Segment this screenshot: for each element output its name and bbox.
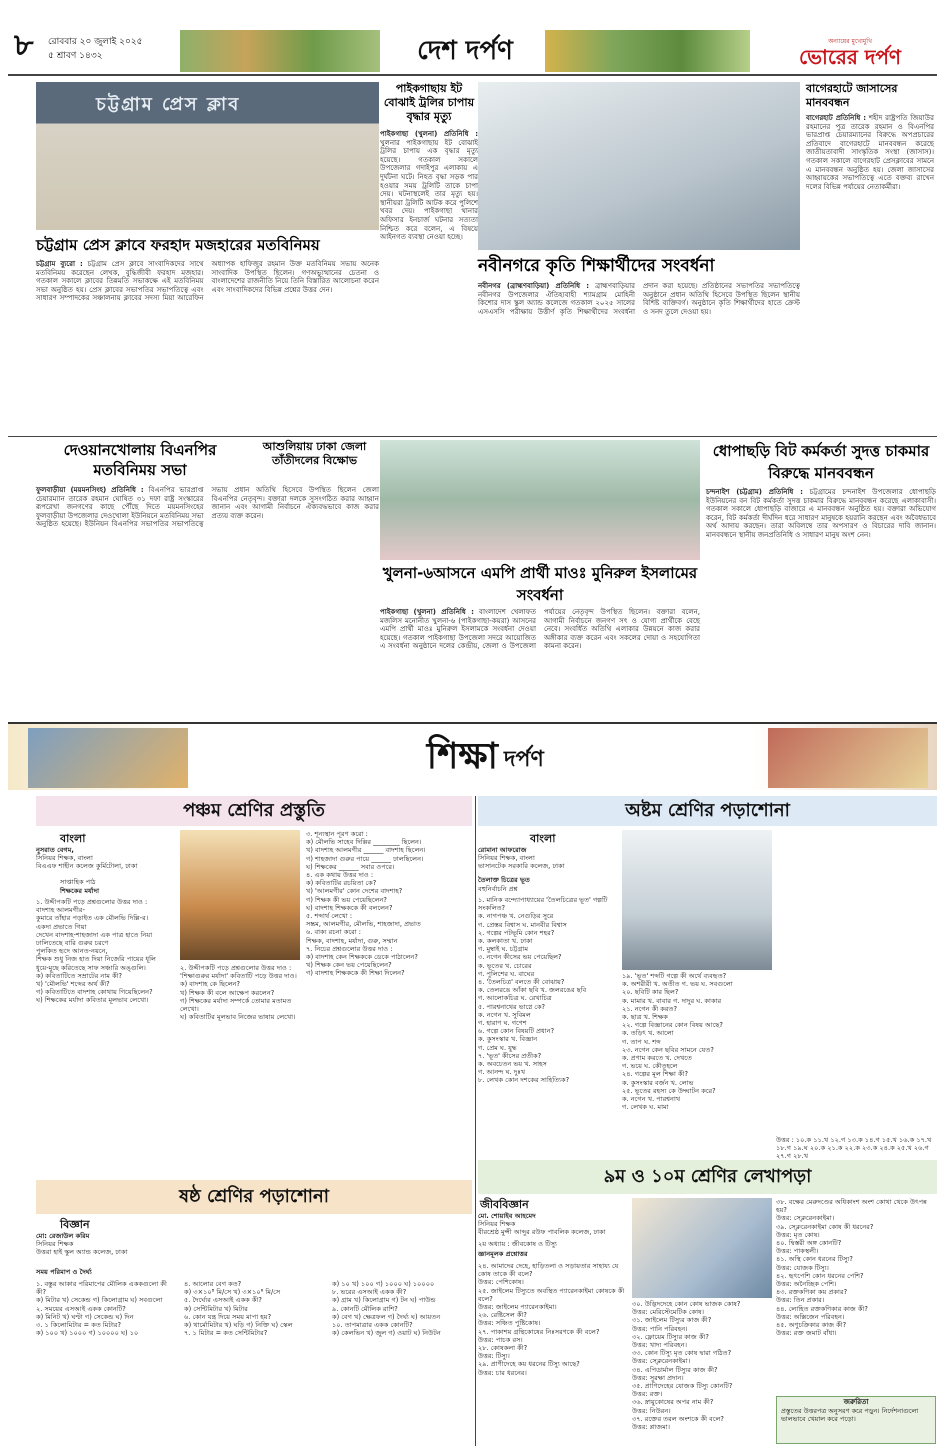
column-divider: [8, 436, 937, 437]
question-line: ৩. শূন্যস্থান পূরণ করো :: [306, 830, 368, 838]
question-line: খ) শিক্ষক কেন ভয় পেয়েছিলেন?: [306, 961, 392, 970]
question-line: ২৮. কোষকলা কী?: [478, 1344, 528, 1353]
date-line-2: ৫ শ্রাবণ ১৪৩২: [48, 51, 103, 61]
class9-chapter: ২য় অধ্যায় : জীবকোষ ও টিস্যু: [478, 1240, 557, 1248]
class5-questions-col1: [36, 898, 176, 1168]
question-line: ধুয়ে-মুছে করিতেছে সাফ সঞ্চারি অঙ্গুলি।: [36, 963, 146, 972]
question-line: গ. আনন্দ ঘ. দুঃখ: [478, 1068, 526, 1077]
question-line: উত্তর: অনৈচ্ছিক পেশি।: [776, 1280, 837, 1289]
class9-illustration: [632, 1198, 772, 1298]
story7-text: বাংলাদেশ খেলাফত মজলিস মনোনীত খুলনা-৬ (পাইকগাছা-কয়রা) আসনের এমপি প্রার্থী মাওঃ মুনিরুল ইসলামকে সংবর্ধনা দেওয়া হয়েছে। গতকাল পাইকগাছা উপজেলা সদরে আয়োজিত এ সংবর্ধনা অনুষ্ঠানে দলের কেন্দ্রীয়, জেলা ও উপজেলা পর্যায়ের নেতৃবৃন্দ উপস্থিত ছিলেন। বক্তারা বলেন, আগামী নির্বাচনে জনগণ সৎ ও যোগ্য প্রার্থীকে বেছে নেবে। সংবর্ধিত অতিথি এলাকার উন্নয়নে কাজ করার অঙ্গীকার ব্যক্ত করেন এবং সকলের দোয়া ও সহযোগিতা কামনা করেন।: [380, 608, 700, 651]
question-line: ঘ) শিক্ষকের মর্যাদা কবিতার মূলভাব লেখো।: [36, 996, 149, 1005]
question-line: ৬. গল্পে কোন বিষয়টি প্রধান?: [478, 1027, 555, 1036]
question-line: ২০. ছবিটি কার ছিল?: [622, 988, 679, 997]
class9-note: প্রস্তুতের উত্তরপত্র অনুসরণ করে পড়ুন। নির্দেশনাগুলো ভালভাবে খেয়াল করে পড়ো।: [781, 1407, 919, 1423]
story8-text: চট্টগ্রামের চন্দনাইশ উপজেলার ধোপাছড়ি ইউনিয়নের বন বিট কর্মকর্তা সুদত্ত চাকমার বিরুদ্ধে মানববন্ধন করেছে এলাকাবাসী। গতকাল সকালে ধোপাছড়ি বাজারে এ মানববন্ধন অনুষ্ঠিত হয়। বক্তারা অভিযোগ করেন, বিট কর্মকর্তা দীর্ঘদিন ধরে সাধারণ মানুষকে হয়রানি করছেন এবং অবৈধভাবে অর্থ আদায় করছেন। তারা অবিলম্বে তার অপসারণ ও বিচারের দাবি জানান। মানববন্ধনে স্থানীয় জনপ্রতিনিধি ও সাধারণ মানুষ অংশ নেন।: [706, 488, 936, 539]
question-line: ৪০. দ্বিস্তরী অঙ্গ কোনটি?: [776, 1239, 842, 1248]
question-line: উত্তর: পেশিকোষ।: [478, 1278, 524, 1287]
masthead: [0, 0, 945, 76]
class8-subject: বাংলা: [530, 832, 556, 845]
question-line: ১০. তাপমাত্রার একক কোনটি?: [332, 1321, 413, 1330]
story5-text: বিএনপির ভারপ্রাপ্ত চেয়ারম্যান তারেক রহমান ঘোষিত ৩১ দফা রাষ্ট্র সংস্কারের রূপরেখা জনগণের কাছে পৌঁছে দিতে ময়মনসিংহের ফুলবাড়ীয়া উপজেলার দেওখোলা ইউনিয়নে মতবিনিময় সভা অনুষ্ঠিত হয়েছে। ইউনিয়ন বিএনপির সভাপতির সভাপতিত্বে সভায় প্রধান অতিথি হিসেবে উপস্থিত ছিলেন জেলা বিএনপির নেতৃবৃন্দ। বক্তারা দলকে সুসংগঠিত করার আহ্বান জানান এবং আগামী নির্বাচনে ঐক্যবদ্ধভাবে কাজ করার প্রত্যয় ব্যক্ত করেন।: [36, 486, 379, 529]
question-line: ২১. নগেন কী করত?: [622, 1004, 677, 1013]
question-line: কুমারে তাঁহার পড়াইত এক মৌলভি দিল্লি-র।: [36, 914, 149, 923]
question-line: গ. প্রেম ঘ. যুদ্ধ: [478, 1043, 517, 1052]
question-line: গ. তাপ ঘ. শব্দ: [622, 1037, 661, 1046]
masthead-divider: [8, 74, 937, 76]
class9-questions-col1: [478, 1262, 628, 1444]
class8-school: ভাসানটেক সরকারি কলেজ, ঢাকা: [478, 862, 565, 871]
question-line: গ) শিক্ষকের মর্যাদা সম্পর্কে তোমার মতামত লেখো।: [180, 996, 292, 1014]
story5-headline: দেওয়ানখোলায় বিএনপির মতবিনিময় সভা: [63, 441, 217, 479]
class9-teacher-role: সিনিয়র শিক্ষক: [478, 1220, 516, 1229]
class8-sub: বহুনির্বাচনি প্রশ্ন: [478, 885, 518, 893]
question-line: ৩৯. স্ক্লেরেনকাইমা কোষ কী ধরনের?: [776, 1222, 874, 1231]
question-line: ২৩. নগেন কেন ছবির সামনে যেত?: [622, 1045, 714, 1054]
question-line: ৪. আলোর বেগ কত?: [184, 1280, 242, 1288]
question-line: গ. পুলিশের ঘ. বাঘের: [478, 969, 535, 978]
question-line: উত্তর: সঞ্চিত পুষ্টিকোষ।: [478, 1319, 541, 1328]
question-line: গ) শিক্ষক কী ভয় পেয়েছিলেন?: [306, 895, 387, 904]
class5-title: পঞ্চম শ্রেণির প্রস্তুতি: [183, 800, 325, 821]
class6-teacher-role: সিনিয়র শিক্ষক: [36, 1240, 74, 1249]
question-line: পুলকিত হৃদে আনত-নয়নে,: [36, 947, 108, 956]
question-line: ২২. গল্পে বিজ্ঞানের কোন বিষয় আছে?: [622, 1021, 723, 1030]
class9-questions-col3: [776, 1198, 936, 1394]
question-line: ৩০. উদ্ভিদদেহে কোন কোষ ভাজক কোষ?: [632, 1300, 741, 1308]
question-line: ৩১. জাইলেম টিস্যুর কাজ কী?: [632, 1316, 712, 1325]
question-line: উত্তর: নিউরন।: [632, 1406, 671, 1415]
question-line: ২৯. প্রাণীদেহে কয় ধরনের টিস্যু আছে?: [478, 1360, 580, 1369]
question-line: ক. নগেন খ. সুবিমল: [478, 1010, 531, 1019]
story1-text: চট্টগ্রাম প্রেস ক্লাবে সাংবাদিকদের সাথে মতবিনিময় করেছেন লেখক, বুদ্ধিজীবী ফরহাদ মজহার। গতকাল সকালে ক্লাবের তিন্নমতি সভাকক্ষে এই মতবিনিময় সভা অনুষ্ঠিত হয়। প্রেস ক্লাবের সভাপতির সভাপতিত্বে এবং সাধারণ সম্পাদকের সঞ্চালনায় ক্লাবের সদস্য মিয়া আরেফিন অধ্যাপক হাফিজুর রহমান উক্ত মতবিনিময় সভায় অনেক সাংবাদিক উপস্থিত ছিলেন। গণঅভ্যুত্থানের চেতনা ও বাংলাদেশের রাজনীতি নিয়ে তিনি বিস্তারিত আলোচনা করেন এবং সাংবাদিকদের বিভিন্ন প্রশ্নের উত্তর দেন।: [36, 260, 379, 303]
class9-questions-col2: [632, 1300, 772, 1444]
question-line: 'শিক্ষাগুরুর মর্যাদা' কবিতাটি পড়ে উত্তর দাও।: [180, 972, 297, 981]
class9-teacher: মো. শোয়াইব আহমেদ: [478, 1212, 536, 1220]
question-line: ক) সেন্টিমিটার খ) মিটার: [184, 1304, 248, 1313]
question-line: ক) ১০ খ) ১০০ গ) ১০০০ ঘ) ১০০০০: [332, 1280, 435, 1288]
story3-photo: [478, 82, 800, 250]
question-line: উত্তর: তিন প্রকার।: [776, 1296, 825, 1305]
question-line: ৮. লেখক কোন দশকের সাহিত্যিক?: [478, 1076, 570, 1085]
class5-teacher-role: সিনিয়র শিক্ষক, বাংলা: [36, 854, 93, 863]
question-line: ৪. 'তৈলচিত্র' বলতে কী বোঝায়?: [478, 978, 565, 987]
question-line: ৯. কোনটি মৌলিক রাশি?: [332, 1304, 398, 1313]
question-line: ২. সময়ের এসআই একক কোনটি?: [36, 1304, 126, 1313]
education-banner: [8, 722, 937, 790]
question-line: গ. লেখক ঘ. মামা: [622, 1103, 669, 1112]
class8-teacher-role: সিনিয়র শিক্ষক, বাংলা: [478, 854, 535, 863]
question-line: উত্তর: অক্সিজেন পরিবহন।: [776, 1312, 845, 1321]
question-line: ৬. বাক্য রচনা করো :: [306, 928, 361, 937]
question-line: ক. কুসংস্কার খ. বিজ্ঞান: [478, 1035, 538, 1044]
question-line: ৪৫. অণুচক্রিকার কাজ কী?: [776, 1321, 847, 1330]
question-line: ঘ) কবিতাটির মূলভাব নিজের ভাষায় লেখো।: [180, 1013, 296, 1022]
question-line: ক. তড়িৎ খ. আলো: [622, 1029, 674, 1038]
story2-body: [380, 130, 478, 430]
question-line: ৩. ১ কিলোমিটার = কত মিটার?: [36, 1321, 122, 1330]
question-line: ক) মিনিট খ) ঘণ্টা গ) সেকেন্ড ঘ) দিন: [36, 1312, 134, 1321]
column-divider: [475, 796, 476, 1446]
class6-questions: [36, 1280, 472, 1444]
question-line: ক. তেলরঙে আঁকা ছবি খ. জলরঙের ছবি: [478, 986, 587, 995]
story1-photo: [36, 82, 379, 230]
question-line: উত্তর: পানি পরিবহন।: [632, 1324, 688, 1333]
question-line: গ. আলোকচিত্র ঘ. রেখাচিত্র: [478, 994, 552, 1003]
story7-body: [380, 608, 700, 716]
question-line: ৩৪. এপিডার্মাল টিস্যুর কাজ কী?: [632, 1365, 718, 1374]
question-line: ২৬. রেষ্টিসেল কী?: [478, 1311, 527, 1320]
class5-title-bar: [36, 796, 472, 826]
question-line: ১৯. 'ভূত' শব্দটি গল্পে কী অর্থে ব্যবহৃত?: [622, 972, 727, 980]
question-line: উত্তর: পাচক রস।: [478, 1335, 523, 1344]
question-line: উত্তর: স্ক্লেরেনকাইমা।: [632, 1357, 691, 1366]
question-line: ৩৩. কোন টিস্যু মৃত কোষ দ্বারা গঠিত?: [632, 1349, 732, 1358]
question-line: শিক্ষক শুধু নিজ হাত দিয়া নিজেরি পায়ের ধূলি: [36, 955, 156, 964]
question-line: ঘ) শিক্ষকের ______ সবার ওপরে।: [306, 862, 395, 871]
question-line: বাদশাহ আলমগীর-: [36, 906, 85, 915]
class5-teacher: নুসরাত বেগম,: [36, 846, 74, 854]
question-line: ঢালিতেছে বারি গুরুর চরণে: [36, 939, 109, 948]
story4-dateline: বাগেরহাট প্রতিনিধি :: [806, 114, 867, 122]
question-line: খ) শিক্ষক কী বলে আক্ষেপ করলেন?: [180, 988, 275, 997]
question-line: ২৫. জাইলেম টিস্যুতে অবস্থিত প্যারেনকাইমা কোষকে কী বলে?: [478, 1286, 625, 1303]
story3-body: [478, 282, 800, 427]
class8-answer-key: উত্তর : ১০.ক ১১.খ ১২.গ ১৩.ক ১৪.গ ১৫.খ ১৬.ক ১৭.খ ১৮.গ ১৯.ঘ ২০.ক ২১.ক ২২.ক ২৩.ক ২৪.ক ২৫.খ ২৬.গ ২৭.গ ২৮.খ: [776, 1136, 932, 1161]
question-line: ৩৫. প্রাণিদেহের যোজক টিস্যু কোনটি?: [632, 1382, 733, 1391]
question-line: ৪৪. লোহিত রক্তকণিকার কাজ কী?: [776, 1304, 868, 1313]
class6-byline: [36, 1232, 176, 1268]
class8-teacher: রোমানা আফরোজ: [478, 846, 527, 854]
story7-photo: [380, 440, 700, 560]
question-line: উত্তর: সুরক্ষা প্রদান।: [632, 1373, 684, 1382]
question-line: উত্তর: যোজক টিস্যু।: [776, 1263, 829, 1272]
question-line: ৪৩. রক্তকণিকা কয় প্রকার?: [776, 1288, 848, 1297]
education-title-main: শিক্ষা: [426, 736, 498, 777]
education-title-sub: দর্পণ: [504, 747, 544, 772]
class8-title: অষ্টম শ্রেণির পড়াশোনা: [625, 800, 790, 821]
story2-headline: পাইকগাছায় ইট বোঝাই ট্রলির চাপায় বৃদ্ধার মৃত্যু: [383, 82, 475, 123]
question-line: গ. হারাণ ঘ. গণেশ: [478, 1019, 527, 1028]
class9-title: ৯ম ও ১০ম শ্রেণির লেখাপড়া: [603, 1166, 812, 1187]
class9-note-title: জরুরিতা: [843, 1398, 869, 1406]
story2-text: খুলনার পাইকগাছায় ইট বোঝাই ট্রলির চাপায় এক বৃদ্ধার মৃত্যু হয়েছে। গতকাল সকালে উপজেলার গদাইপুর এলাকায় এ দুর্ঘটনা ঘটে। নিহত বৃদ্ধা সড়ক পার হওয়ার সময় ট্রলিটি তাকে চাপা দেয়। ঘটনাস্থলেই তার মৃত্যু হয়। স্থানীয়রা ট্রলিটি আটক করে পুলিশে খবর দেয়। পাইকগাছা থানার অফিসার ইনচার্জ ঘটনার সত্যতা নিশ্চিত করে বলেন, এ বিষয়ে আইনগত ব্যবস্থা নেওয়া হচ্ছে।: [380, 138, 478, 242]
question-line: ক. কুসংস্কার বর্জন খ. লোভ: [622, 1078, 694, 1087]
question-line: ক. ভূতের খ. চোরের: [478, 961, 532, 970]
question-line: ক) বাদশাহ কেন শিক্ষককে ডেকে পাঠালেন?: [306, 953, 418, 962]
question-line: ক) ৩×১০⁸ মি/সে খ) ৩×১০⁶ মি/সে: [184, 1288, 281, 1297]
story1-photo-banner: চট্টগ্রাম প্রেস ক্লাব: [96, 94, 241, 115]
masthead-photo-strip-left: [180, 30, 380, 72]
question-line: দেখেন বাদশাহ-শাহজাদা এক পাত্র হাতে নিয়া: [36, 930, 153, 939]
paper-name: ভোরের দর্পণ: [799, 45, 901, 69]
question-line: ক) ১০০ খ) ১০০০ গ) ১০০০০ ঘ) ১০: [36, 1329, 139, 1338]
question-line: ৮. ভরের এসআই একক কী?: [332, 1288, 407, 1297]
class8-questions-col2: [622, 972, 772, 1154]
question-line: গ. ভয়ে ঘ. কৌতূহলে: [622, 1062, 678, 1071]
question-line: উত্তর: মৃত কোষ।: [776, 1230, 820, 1239]
question-line: খ) 'আলমগীর' কোন দেশের বাদশাহ?: [306, 887, 403, 896]
story8-body: [706, 488, 936, 716]
question-line: গ. প্রেস্তর বিশ্বাস ঘ. মানবীর বিশ্বাস: [478, 920, 567, 929]
question-line: উত্তর: পাকস্থলী।: [776, 1247, 819, 1256]
question-line: ১. বস্তুর আকার পরিমাপের মৌলিক এককগুলো কী কী?: [36, 1280, 167, 1297]
question-line: খ) 'মৌলভি' শব্দের অর্থ কী?: [36, 980, 110, 989]
question-line: সম্ভ্রম, আলমগীর, মৌলভি, শাহজাদা, প্রভাত: [306, 920, 421, 929]
question-line: ক) কেলভিন খ) জুল গ) ওয়াট ঘ) নিউটন: [332, 1329, 441, 1338]
page-number: ৮: [14, 28, 34, 63]
question-line: উত্তর: রক্ত।: [632, 1390, 663, 1399]
class9-sub: জ্ঞানমূলক প্রশ্নোত্তর: [478, 1250, 528, 1258]
question-line: উত্তর: মেরিস্টেমেটিক কোষ।: [632, 1308, 704, 1317]
question-line: ৫. পারশ্বনাথের ভাগ্নে কে?: [478, 1002, 546, 1011]
story5-dateline: ফুলবাড়ীয়া (ময়মনসিংহ) প্রতিনিধি :: [36, 486, 144, 494]
class9-school: বীরশ্রেষ্ঠ মুন্সী আব্দুর রউফ পাবলিক কলেজ, ঢাকা: [478, 1228, 606, 1237]
question-line: গ. মুম্বাই ঘ. চট্টগ্রাম: [478, 945, 528, 954]
story3-text: ব্রাহ্মণবাড়িয়ার নবীনগর উপজেলার ঐতিহ্যবাহী শ্যামগ্রাম মোহিনী কিশোর দাস স্কুল অ্যান্ড কলেজে গতকাল ২০২৫ সালের এসএসসি পরীক্ষায় উত্তীর্ণ কৃতি শিক্ষার্থীদের সংবর্ধনা প্রদান করা হয়েছে। প্রতিষ্ঠানের সভাপতির সভাপতিত্বে অনুষ্ঠানে প্রধান অতিথি হিসেবে উপস্থিত ছিলেন স্থানীয় বিশিষ্ট ব্যক্তিবর্গ। অনুষ্ঠানে কৃতি শিক্ষার্থীদের হাতে ক্রেস্ট ও সনদ তুলে দেওয়া হয়।: [478, 282, 800, 316]
question-line: গ) শাহজাদা গুরুর পায়ে ______ ঢালছিলেন।: [306, 854, 424, 863]
question-line: গ) কবিতাটিতে বাদশাহ কোথায় গিয়েছিলেন?: [36, 988, 153, 997]
question-line: ১. মানিক বন্দ্যোপাধ্যায়ের 'তৈলচিত্রের ভূত' গল্পটি সংকলিত?: [478, 896, 608, 913]
question-line: ২৫. ভূতের রহস্য কে উদ্ঘাটন করে?: [622, 1086, 716, 1095]
story3-headline: নবীনগরে কৃতি শিক্ষার্থীদের সংবর্ধনা: [478, 256, 715, 276]
question-line: ৪১. অস্থি কোন ধরনের টিস্যু?: [776, 1255, 853, 1264]
paper-tagline: অন্যায়ের মুখোমুখি: [828, 38, 872, 45]
story4-text: শহীদ রাষ্ট্রপতি জিয়াউর রহমানের পুত্র তারেক রহমান ও বিএনপির ভারপ্রাপ্ত চেয়ারম্যানের বিরুদ্ধে অপপ্রচারের প্রতিবাদে বাগেরহাটে মানববন্ধন করেছে জাতীয়তাবাদী সাংস্কৃতিক সংস্থা (জাসাস)। গতকাল সকালে বাগেরহাট প্রেসক্লাবের সামনে এ মানববন্ধন অনুষ্ঠিত হয়। জেলা জাসাসের আহ্বায়কের সভাপতিত্বে এতে বক্তব্য রাখেন দলের বিভিন্ন পর্যায়ের নেতাকর্মীরা।: [806, 114, 934, 191]
section-title: দেশ দর্পণ: [417, 36, 513, 66]
question-line: খ) বাদশাহ আলমগীর ______ বাদশাহ ছিলেন।: [306, 846, 426, 855]
question-line: উত্তর: প্লাজমা।: [632, 1423, 671, 1432]
question-line: উত্তর: খাদ্য পরিবহন।: [632, 1341, 687, 1350]
class5-illustration: [180, 830, 300, 960]
question-line: ক) থার্মোমিটার খ) ঘড়ি গ) নিক্তি ঘ) স্কেল: [184, 1321, 293, 1330]
question-line: ঘ) বাদশাহ শিক্ষককে কী বললেন?: [306, 903, 393, 912]
question-line: উত্তর: জাইলেম প্যারেনকাইমা।: [478, 1303, 557, 1312]
question-line: ২. গল্পের পটভূমি কোন শহর?: [478, 928, 555, 937]
story7-headline: খুলনা-৬আসনে এমপি প্রার্থী মাওঃ মুনিরুল ইসলামের সংবর্ধনা: [382, 564, 698, 604]
class5-chapter: শিক্ষকের মর্যাদা: [60, 887, 100, 895]
question-line: ১. উদ্দীপকটি পড়ে প্রশ্নগুলোর উত্তর দাও :: [36, 898, 148, 906]
question-line: ৬. কোন যন্ত্র দিয়ে সময় মাপা হয়?: [184, 1312, 272, 1321]
question-line: ক) মিটার খ) সেকেন্ড গ) কিলোগ্রাম ঘ) সবগুলো: [36, 1296, 163, 1305]
question-line: ৭. ১ মিটার = কত সেন্টিমিটার?: [184, 1329, 268, 1338]
story5-body: [36, 486, 379, 716]
question-line: উত্তর: টিস্যু।: [478, 1352, 510, 1361]
class5-subject: বাংলা: [60, 832, 86, 845]
question-line: ২৭. পাকাশয় গ্রন্থিকোষের নিঃসরণকে কী বলে?: [478, 1327, 600, 1336]
question-line: ৩৬. স্নায়ুকোষের অপর নাম কী?: [632, 1398, 714, 1407]
question-line: ক. মামার খ. বাবার গ. দাদুর ঘ. কাকার: [622, 996, 722, 1005]
date-line-1: রোববার ২০ জুলাই ২০২৫: [48, 37, 143, 47]
question-line: ৩২. ফ্লোয়েম টিস্যুর কাজ কী?: [632, 1332, 709, 1341]
question-line: উত্তর: রক্ত জমাট বাঁধা।: [776, 1329, 837, 1338]
class6-teacher: মো: রেজাউল করিম: [36, 1232, 90, 1240]
question-line: ৫. শব্দার্থ লেখো :: [306, 912, 353, 921]
story8-dateline: চন্দনাইশ (চট্টগ্রাম) প্রতিনিধি :: [706, 488, 803, 496]
question-line: ক. অবচেতন ভয় খ. সাহস: [478, 1060, 547, 1069]
question-line: উত্তর: চার ধরনের।: [478, 1368, 527, 1377]
class5-questions-col3: [306, 830, 472, 1168]
class6-chapter: সময় পরিমাপ ও দৈর্ঘ্য: [36, 1268, 92, 1276]
class6-subject: বিজ্ঞান: [60, 1218, 90, 1231]
story8-headline: ধোপাছড়ি বিট কর্মকর্তা সুদত্ত চাকমার বিরুদ্ধে মানববন্ধন: [712, 442, 930, 482]
class5-byline: [36, 846, 176, 874]
story7-dateline: পাইকগাছা (খুলনা) প্রতিনিধি :: [380, 608, 474, 616]
story6-headline: আশুলিয়ায় ঢাকা জেলা তাঁতীদলের বিক্ষোভ: [262, 440, 367, 467]
story2-dateline: পাইকগাছা (খুলনা) প্রতিনিধি :: [380, 130, 478, 138]
class6-title-bar: [36, 1180, 472, 1214]
question-line: ৪. এক কথায় উত্তর দাও :: [306, 871, 374, 880]
question-line: ৩. নগেন কীসের ভয় পেয়েছিল?: [478, 953, 562, 962]
question-line: ৩৭. রক্তের তরল অংশকে কী বলে?: [632, 1414, 724, 1423]
class5-questions-col2: [180, 964, 300, 1168]
story4-body: [806, 114, 934, 430]
question-line: ক) বেগ খ) ক্ষেত্রফল গ) দৈর্ঘ্য ঘ) আয়তন: [332, 1312, 441, 1321]
education-banner-art-left: [28, 728, 188, 788]
class9-note-box: [776, 1396, 936, 1444]
question-line: উত্তর: স্ক্লেরেনকাইমা।: [776, 1214, 835, 1223]
question-line: ২. উদ্দীপকটি পড়ে প্রশ্নগুলোর উত্তর দাও :: [180, 964, 292, 972]
question-line: ৫. দৈর্ঘ্যের এসআই একক কী?: [184, 1296, 262, 1305]
story4-headline: বাগেরহাটে জাসাসের মানববন্ধন: [806, 82, 898, 109]
class6-school: উত্তরা হাই স্কুল অ্যান্ড কলেজ, ঢাকা: [36, 1248, 128, 1257]
question-line: ক. অশরীরী খ. অতীত গ. ভয় ঘ. সবগুলো: [622, 980, 733, 989]
question-line: ৭. নিচের প্রশ্নগুলোর উত্তর দাও :: [306, 944, 393, 953]
story1-headline: চট্টগ্রাম প্রেস ক্লাবে ফরহাদ মজহারের মতবিনিময়: [36, 236, 320, 254]
story3-dateline: নবীনগর (ব্রাহ্মণবাড়িয়া) প্রতিনিধি :: [478, 282, 590, 290]
story1-dateline: চট্টগ্রাম ব্যুরো :: [36, 260, 83, 268]
story1-body: [36, 260, 379, 428]
question-line: ক) গ্রাম খ) কিলোগ্রাম গ) টন ঘ) পাউন্ড: [332, 1296, 436, 1305]
class8-illustration: [622, 830, 772, 970]
question-line: ক. নাগপঞ্চ খ. নেগুড়ির সুরে: [478, 912, 554, 921]
question-line: ক. ছাত্র খ. শিক্ষক: [622, 1013, 668, 1022]
education-banner-art-right: [768, 728, 928, 788]
question-line: ক) বাদশাহ কে ছিলেন?: [180, 980, 240, 989]
class8-title-bar: [478, 796, 937, 826]
question-line: ক) কবিতাটিতে সম্রাটের নাম কী?: [36, 971, 123, 980]
question-line: ৩৮. বক্ষের মেরুদণ্ডের অধিকাংশ অংশ কোথা থেকে উৎপন্ন হয়?: [776, 1198, 927, 1215]
question-line: ক. কলকাতা খ. ঢাকা: [478, 937, 533, 946]
question-line: ২৪. আমাদের দেহে, হাড়িতলা ও সড়ায়তার সাহায্য যে কোষ তাকে কী বলে?: [478, 1262, 619, 1279]
question-line: ক. প্রণাম করতে খ. দেখতে: [622, 1054, 692, 1063]
class8-byline: [478, 846, 618, 874]
question-line: ৭. 'ভূত' কীসের প্রতীক?: [478, 1051, 542, 1060]
class9-title-bar: [478, 1160, 937, 1194]
question-line: ২৪. গল্পের মূল শিক্ষা কী?: [622, 1070, 688, 1079]
question-line: শিক্ষক, বাদশাহ, মর্যাদা, গুরু, সম্মান: [306, 936, 398, 945]
class9-subject: জীববিজ্ঞান: [480, 1198, 529, 1211]
class8-chapter: তৈলাক্ত চিত্রের ভূত: [478, 876, 530, 884]
class5-chapter-heading: সাপ্তাহিক পাঠ: [60, 878, 96, 886]
question-line: ৪২. হৃৎপেশি কোন ধরনের পেশি?: [776, 1271, 864, 1280]
question-line: একদা প্রভাতে গিয়া: [36, 922, 87, 931]
class5-school: বিএএফ শাহীন কলেজ কুর্মিটোলা, ঢাকা: [36, 862, 138, 871]
question-line: ক) কবিতাটির রচয়িতা কে?: [306, 879, 377, 888]
question-line: ক. নগেন খ. পারশ্বনাথ: [622, 1095, 681, 1104]
class9-byline: [478, 1212, 628, 1240]
question-line: ক) মৌলভি সাহেব দিল্লির ________ ছিলেন।: [306, 838, 422, 847]
class8-questions-col1: [478, 896, 618, 1154]
question-line: গ) বাদশাহ শিক্ষককে কী শিক্ষা দিলেন?: [306, 969, 405, 978]
masthead-photo-strip-right: [545, 30, 750, 72]
class6-title: ষষ্ঠ শ্রেণির পড়াশোনা: [179, 1186, 329, 1207]
